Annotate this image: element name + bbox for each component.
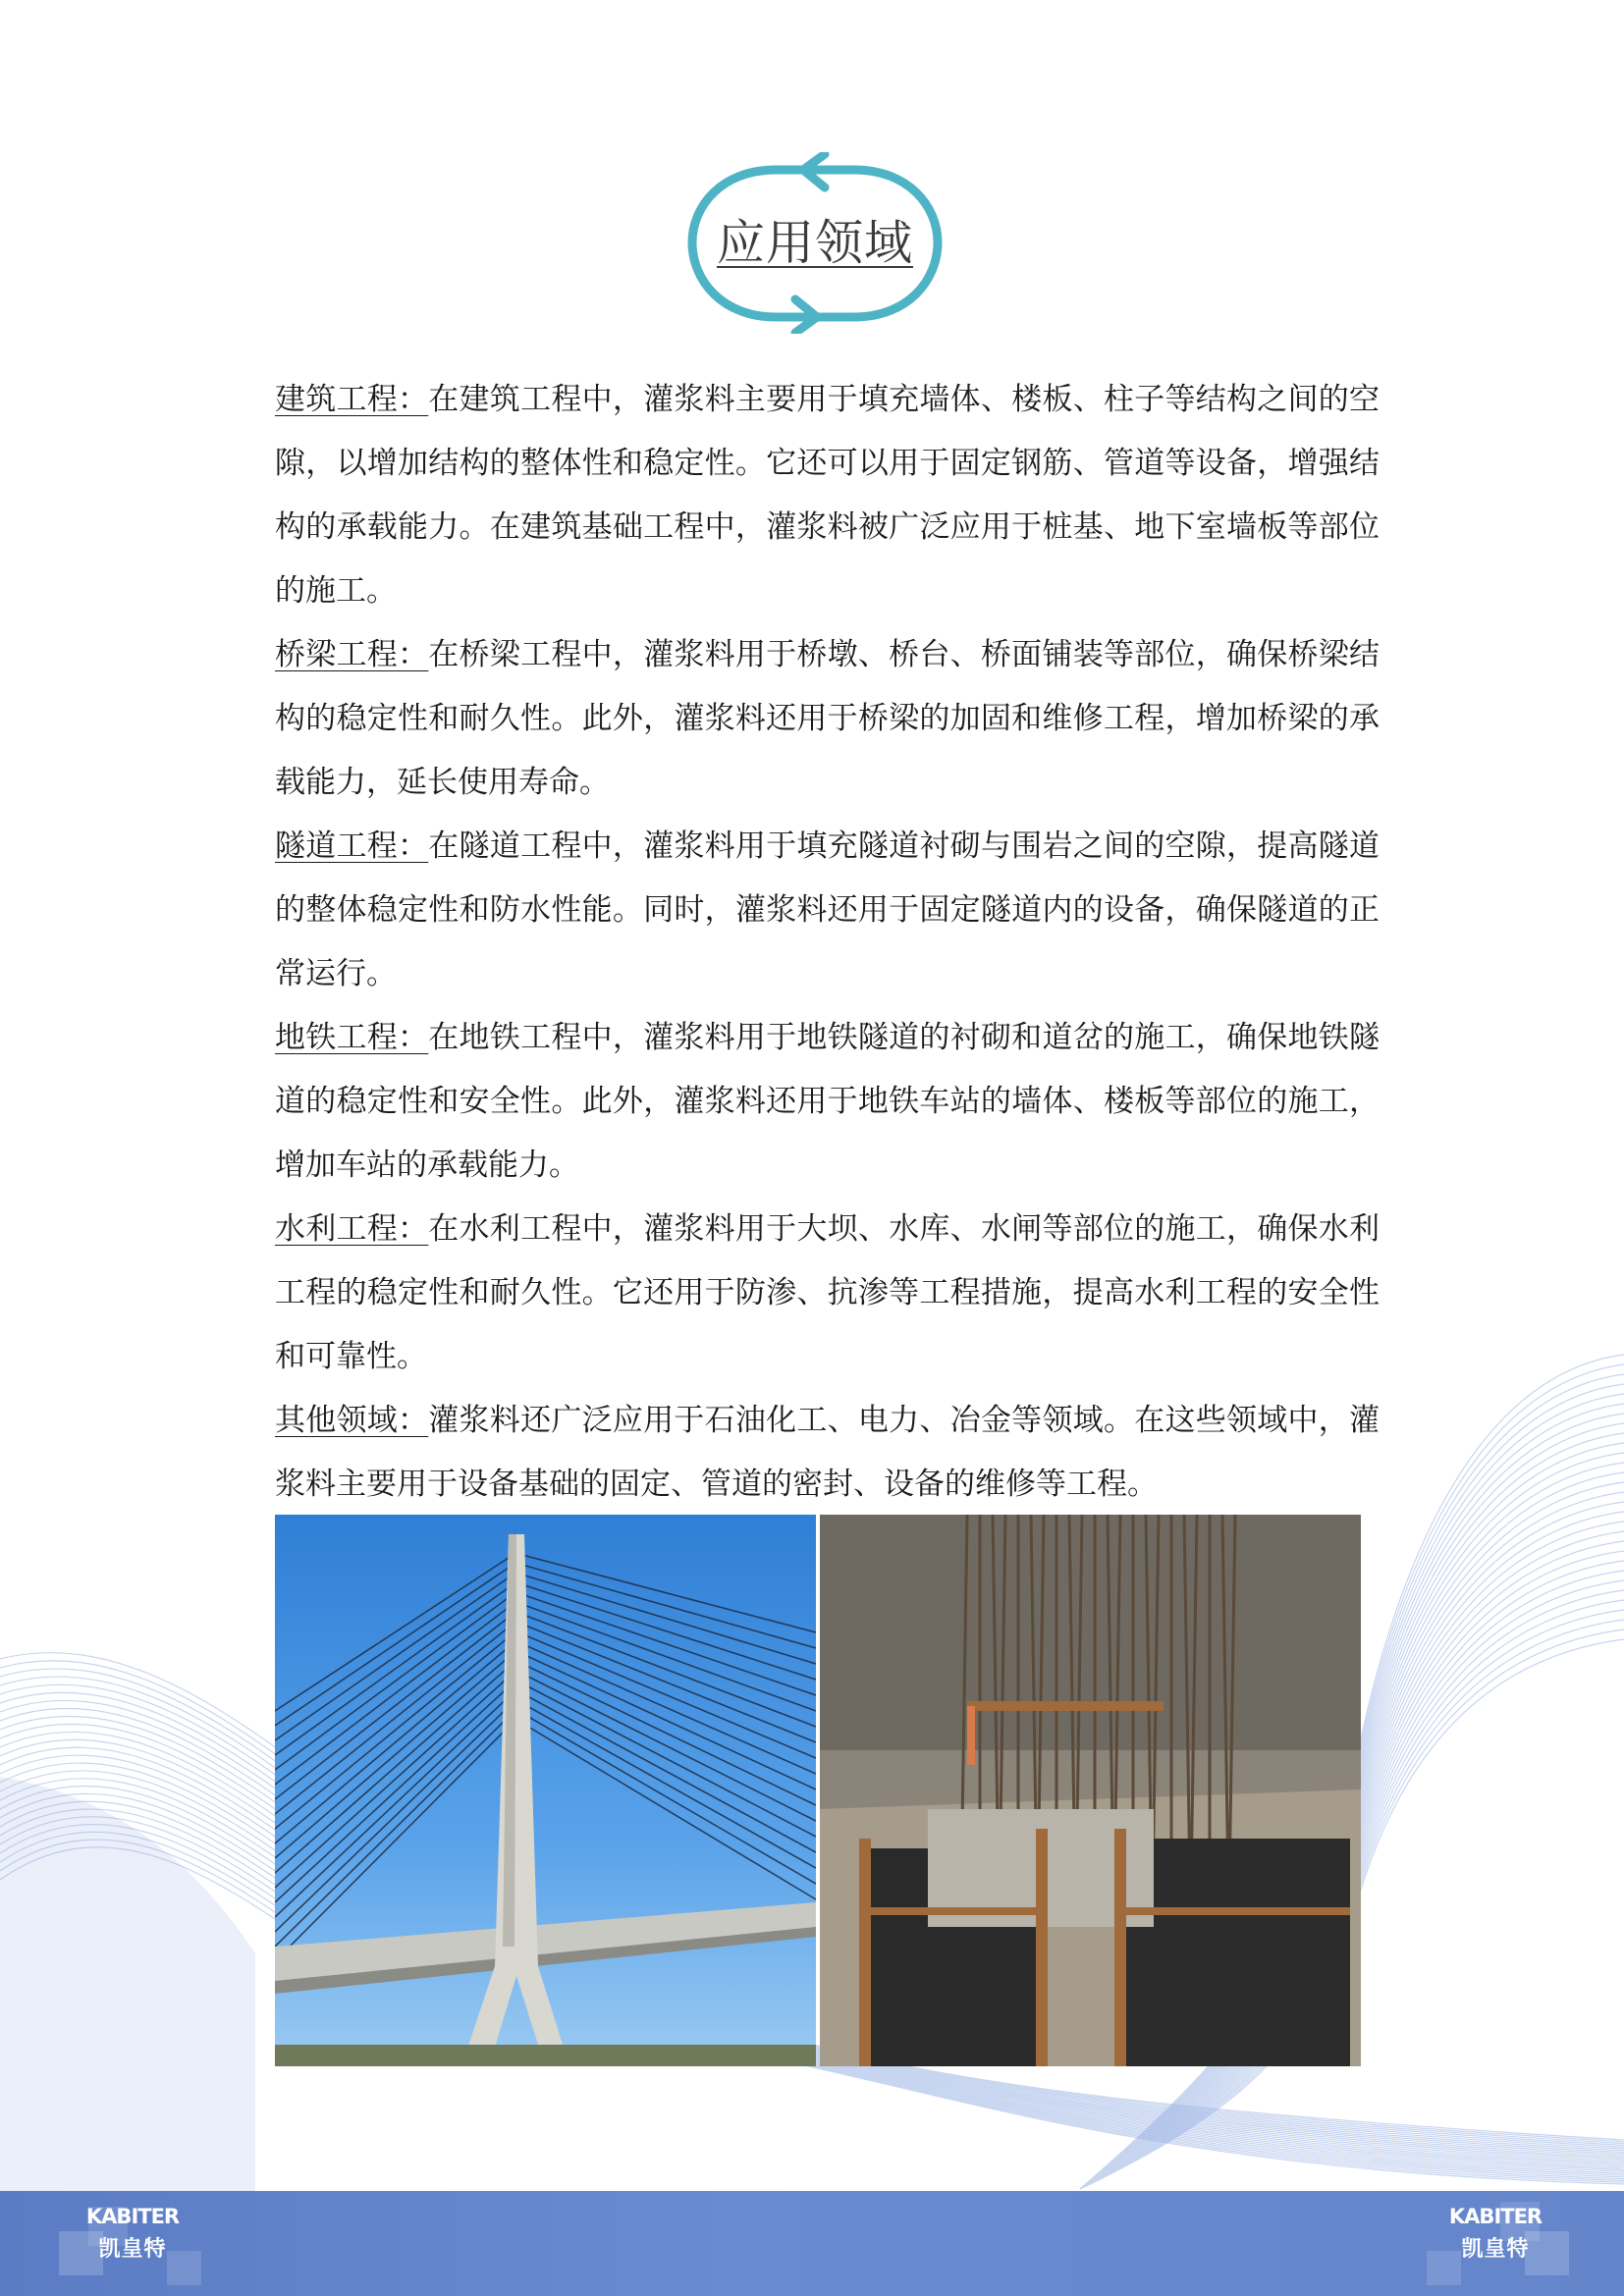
section-bridge [275, 623, 1380, 815]
section-text: 在地铁工程中，灌浆料用于地铁隧道的衬砌和道岔的施工，确保地铁隧道的稳定性和安全性。此外，灌浆料还用于地铁车站的墙体、楼板等部位的施工，增加车站的承载能力。 [275, 1020, 1380, 1183]
section-label: 桥梁工程： [275, 637, 429, 672]
brand-name-cn: 凯皇特 [1461, 2237, 1530, 2262]
page-title: 应用领域 [716, 215, 913, 271]
section-other [275, 1389, 1380, 1517]
photo-row [275, 1515, 1361, 2066]
section-text: 在水利工程中，灌浆料用于大坝、水库、水闸等部位的施工，确保水利工程的稳定性和耐久性。它还用于防渗、抗渗等工程措施，提高水利工程的安全性和可靠性。 [275, 1211, 1380, 1374]
brand-name-en: KABITER [85, 2205, 180, 2228]
footer-logo-right [1422, 2197, 1569, 2290]
section-text: 灌浆料还广泛应用于石油化工、电力、冶金等领域。在这些领域中，灌浆料主要用于设备基础的固定、管道的密封、设备的维修等工程。 [275, 1403, 1380, 1502]
brand-name-cn: 凯皇特 [98, 2237, 167, 2262]
footer-band [0, 2191, 1624, 2296]
section-building [275, 368, 1380, 623]
section-label: 隧道工程： [275, 828, 429, 864]
section-subway [275, 1006, 1380, 1198]
section-header-badge [677, 152, 952, 334]
section-label: 其他领域： [275, 1403, 429, 1438]
section-label: 地铁工程： [275, 1020, 429, 1055]
section-label: 建筑工程： [275, 382, 429, 417]
section-tunnel [275, 815, 1380, 1006]
footer-logo-left [59, 2197, 206, 2290]
construction-site-photo [820, 1515, 1361, 2066]
application-fields-text [275, 368, 1380, 1517]
section-text: 在桥梁工程中，灌浆料用于桥墩、桥台、桥面铺装等部位，确保桥梁结构的稳定性和耐久性。此外，灌浆料还用于桥梁的加固和维修工程，增加桥梁的承载能力，延长使用寿命。 [275, 637, 1380, 800]
section-text: 在隧道工程中，灌浆料用于填充隧道衬砌与围岩之间的空隙，提高隧道的整体稳定性和防水性能。同时，灌浆料还用于固定隧道内的设备，确保隧道的正常运行。 [275, 828, 1380, 991]
section-label: 水利工程： [275, 1211, 429, 1247]
section-hydraulic [275, 1198, 1380, 1389]
brand-name-en: KABITER [1448, 2205, 1543, 2228]
cable-stayed-bridge-photo [275, 1515, 816, 2066]
section-text: 在建筑工程中，灌浆料主要用于填充墙体、楼板、柱子等结构之间的空隙，以增加结构的整体性和稳定性。它还可以用于固定钢筋、管道等设备，增强结构的承载能力。在建筑基础工程中，灌浆料被广泛应用于桩基、地下室墙板等部位的施工。 [275, 382, 1380, 609]
